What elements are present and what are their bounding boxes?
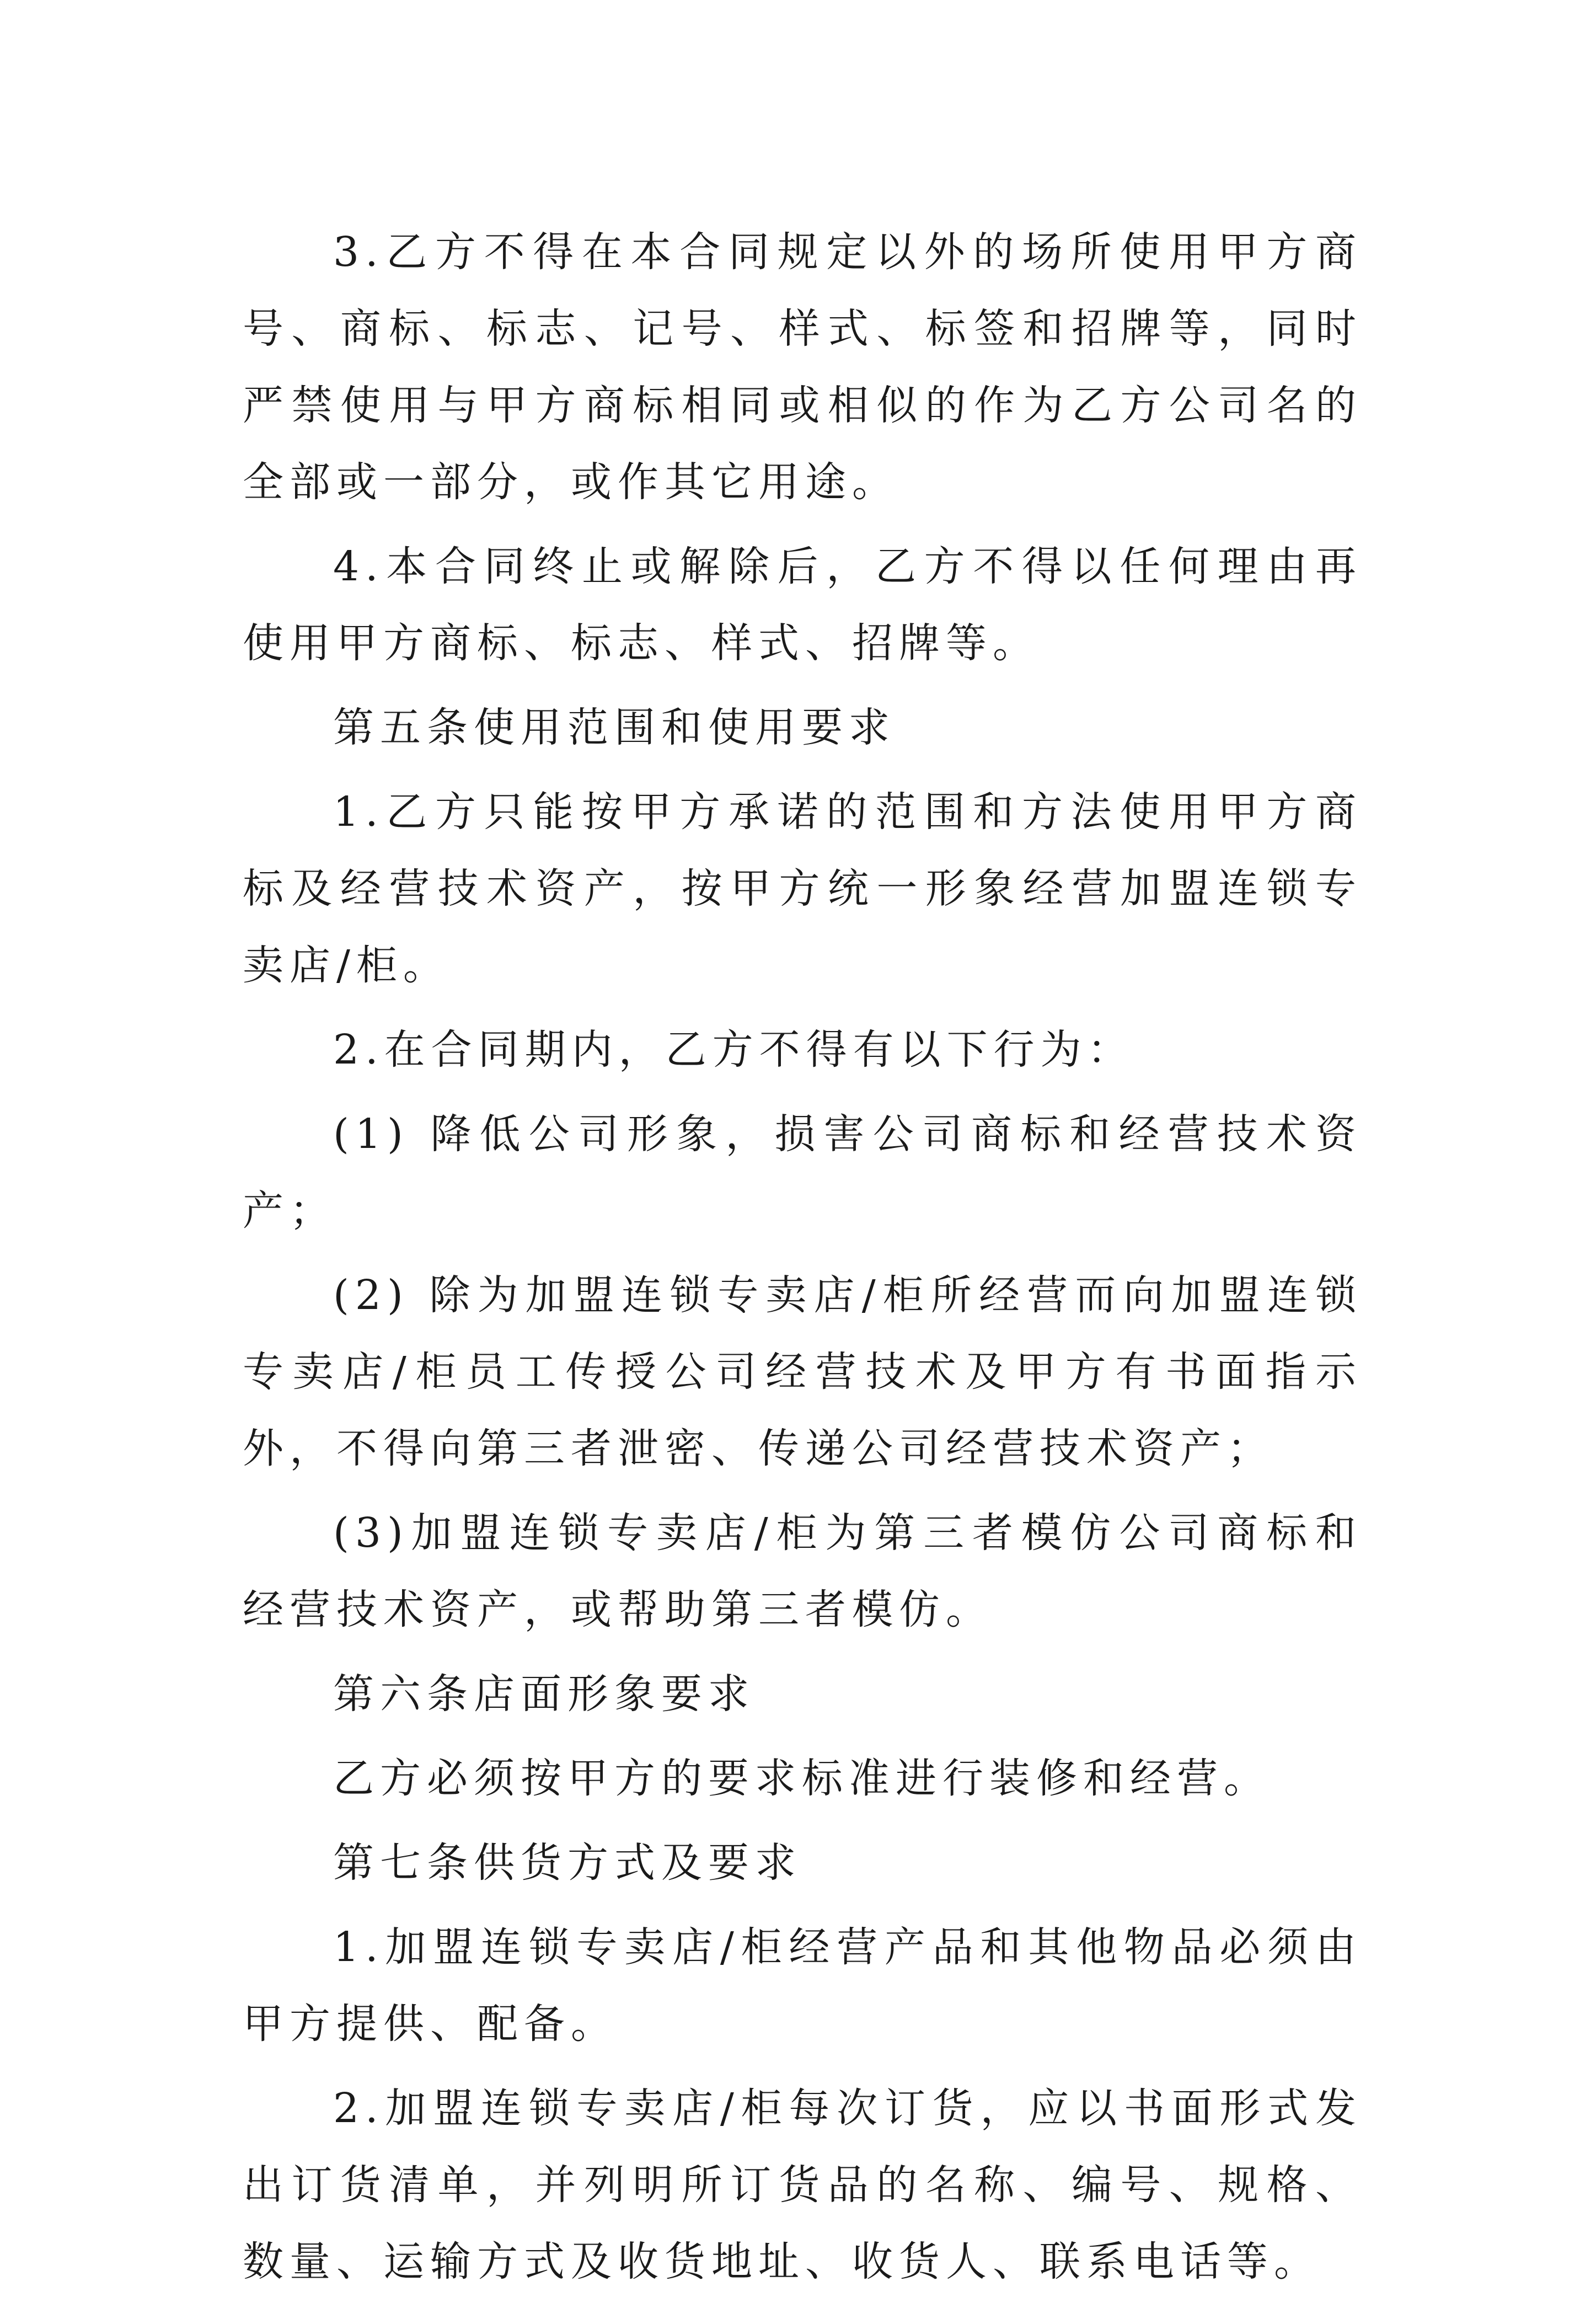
article-7-item-2: 2.加盟连锁专卖店/柜每次订货，应以书面形式发出订货清单，并列明所订货品的名称、编号、规格、数量、运输方式及收货地址、收货人、联系电话等。 <box>243 2085 1362 2285</box>
article-6-heading: 第六条店面形象要求 <box>333 1670 755 1718</box>
article-5-item-2: 2.在合同期内，乙方不得有以下行为： <box>333 1026 1134 1073</box>
article-5-heading: 第五条使用范围和使用要求 <box>333 704 896 751</box>
clause-paragraph-4: 4.本合同终止或解除后，乙方不得以任何理由再使用甲方商标、标志、样式、招牌等。 <box>243 543 1362 667</box>
document-page <box>243 214 1362 2308</box>
article-7-item-1: 1.加盟连锁专卖店/柜经营产品和其他物品必须由甲方提供、配备。 <box>243 1924 1362 2048</box>
article-5-item-1: 1.乙方只能按甲方承诺的范围和方法使用甲方商标及经营技术资产，按甲方统一形象经营加盟连锁专卖店/柜。 <box>243 788 1362 989</box>
article-5-subitem-2: (2) 除为加盟连锁专卖店/柜所经营而向加盟连锁专卖店/柜员工传授公司经营技术及甲方有书面指示外，不得向第三者泄密、传递公司经营技术资产； <box>243 1271 1362 1472</box>
article-6-body: 乙方必须按甲方的要求标准进行装修和经营。 <box>333 1755 1271 1802</box>
clause-paragraph-3: 3.乙方不得在本合同规定以外的场所使用甲方商号、商标、标志、记号、样式、标签和招牌等，同时严禁使用与甲方商标相同或相似的作为乙方公司名的全部或一部分，或作其它用途。 <box>243 228 1362 506</box>
article-7-heading: 第七条供货方式及要求 <box>333 1839 802 1887</box>
article-5-subitem-1: (1) 降低公司形象，损害公司商标和经营技术资产； <box>243 1110 1362 1235</box>
article-5-subitem-3: (3)加盟连锁专卖店/柜为第三者模仿公司商标和经营技术资产，或帮助第三者模仿。 <box>243 1509 1362 1633</box>
